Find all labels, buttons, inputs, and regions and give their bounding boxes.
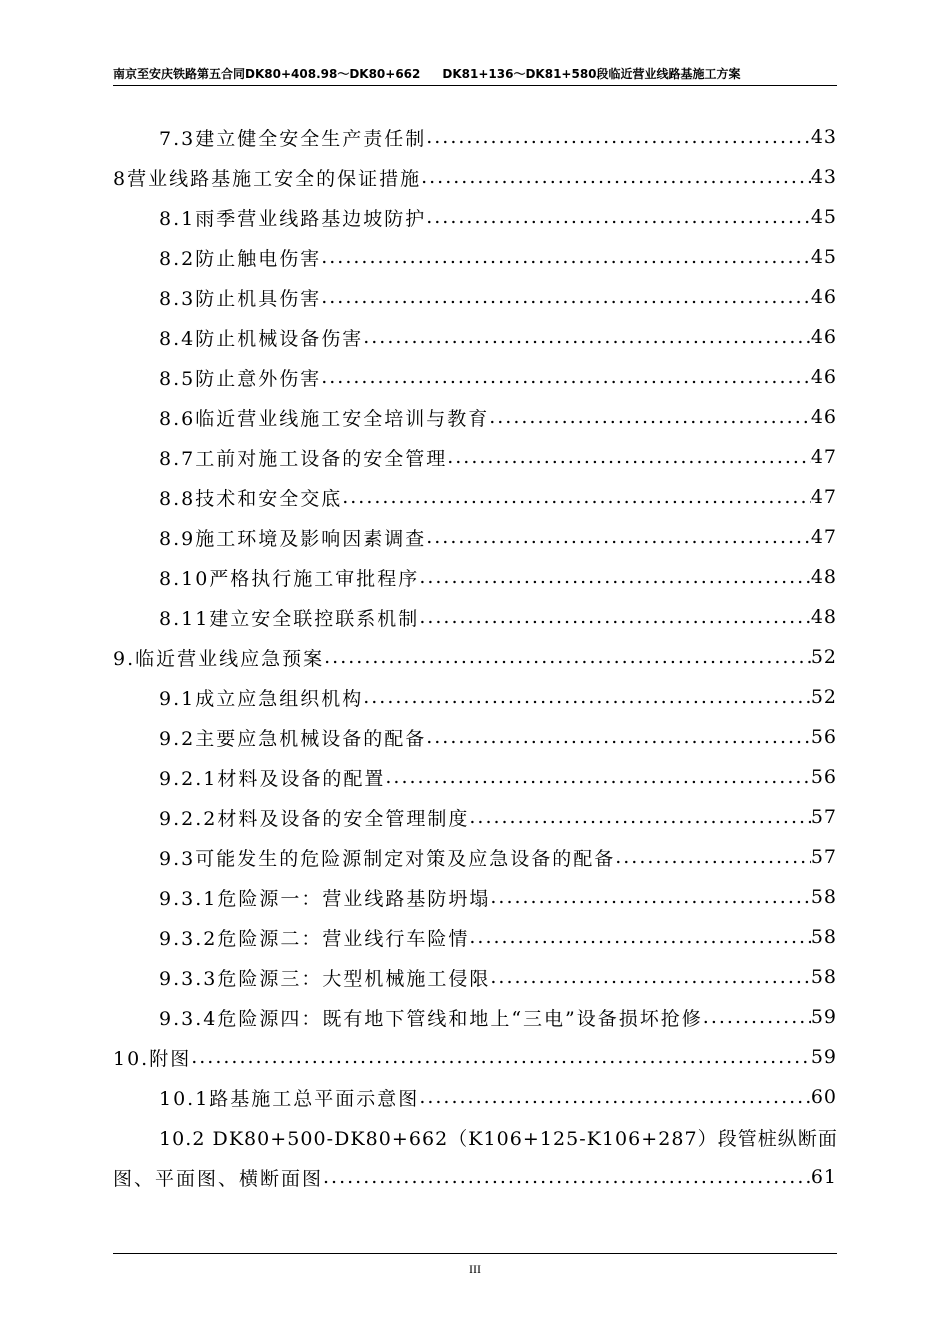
toc-leader-dots <box>324 646 811 668</box>
toc-entry[interactable] <box>113 917 837 957</box>
toc-entry[interactable] <box>113 677 837 717</box>
toc-leader-dots <box>490 966 810 988</box>
toc-entry[interactable] <box>113 197 837 237</box>
toc-entry-title: 8.3防止机具伤害 <box>159 287 322 310</box>
toc-entry[interactable] <box>113 877 837 917</box>
toc-entry-page: 45 <box>810 206 837 228</box>
toc-entry-page: 47 <box>810 526 837 548</box>
toc-leader-dots <box>363 326 811 348</box>
toc-entry-title: 8.5防止意外伤害 <box>159 367 322 390</box>
footer-divider <box>113 1253 837 1254</box>
toc-leader-dots <box>321 286 811 308</box>
toc-entry-page: 58 <box>810 886 837 908</box>
toc-entry-page: 58 <box>810 926 837 948</box>
toc-entry-title: 10.1路基施工总平面示意图 <box>159 1087 420 1110</box>
header-right-text: DK81+136～DK81+580段临近营业线路基施工方案 <box>442 67 741 81</box>
header-divider <box>113 85 837 86</box>
toc-entry[interactable] <box>113 597 837 637</box>
toc-entry[interactable] <box>113 637 837 677</box>
toc-entry-title: 8.11建立安全联控联系机制 <box>159 607 420 630</box>
toc-entry-title: 8.1雨季营业线路基边坡防护 <box>159 207 427 230</box>
toc-leader-dots <box>363 686 811 708</box>
table-of-contents <box>113 117 837 1197</box>
toc-leader-dots <box>385 766 810 788</box>
toc-leader-dots <box>490 886 810 908</box>
toc-entry-page: 48 <box>810 566 837 588</box>
toc-entry[interactable] <box>113 277 837 317</box>
toc-entry-page: 46 <box>810 366 837 388</box>
toc-entry-page: 57 <box>810 806 837 828</box>
toc-entry-page: 46 <box>810 326 837 348</box>
toc-entry-page: 59 <box>810 1006 837 1028</box>
toc-entry-page: 46 <box>810 286 837 308</box>
toc-entry-title: 9.2主要应急机械设备的配备 <box>159 727 427 750</box>
toc-entry-page: 43 <box>810 126 837 148</box>
toc-entry-page: 61 <box>810 1166 837 1188</box>
toc-entry-wrapped-first-line[interactable] <box>113 1117 837 1157</box>
toc-entry-page: 58 <box>810 966 837 988</box>
toc-entry[interactable] <box>113 437 837 477</box>
toc-entry-wrapped-second-line[interactable] <box>113 1157 837 1197</box>
toc-entry[interactable] <box>113 157 837 197</box>
toc-leader-dots <box>426 126 811 148</box>
toc-leader-dots <box>342 486 811 508</box>
toc-leader-dots <box>323 1166 811 1188</box>
toc-entry[interactable] <box>113 557 837 597</box>
toc-entry-title: 8.4防止机械设备伤害 <box>159 327 364 350</box>
page-header <box>113 66 837 82</box>
toc-entry[interactable] <box>113 477 837 517</box>
toc-entry-page: 60 <box>810 1086 837 1108</box>
toc-leader-dots <box>447 446 811 468</box>
toc-entry-title: 9.2.1材料及设备的配置 <box>159 767 386 790</box>
toc-entry-title: 7.3建立健全安全生产责任制 <box>159 127 427 150</box>
toc-leader-dots <box>615 846 811 868</box>
toc-leader-dots <box>419 606 811 628</box>
toc-entry[interactable] <box>113 117 837 157</box>
toc-entry-title: 8营业线路基施工安全的保证措施 <box>113 167 422 190</box>
toc-entry-title: 8.2防止触电伤害 <box>159 247 322 270</box>
toc-entry-page: 47 <box>810 446 837 468</box>
toc-leader-dots <box>426 526 811 548</box>
toc-entry-page: 56 <box>810 726 837 748</box>
toc-entry-title: 9.3可能发生的危险源制定对策及应急设备的配备 <box>159 847 616 870</box>
toc-entry-title: 9.3.3危险源三：大型机械施工侵限 <box>159 967 491 990</box>
toc-entry-page: 46 <box>810 406 837 428</box>
toc-entry-page: 52 <box>810 686 837 708</box>
toc-entry-title: 图、平面图、横断面图 <box>113 1167 324 1190</box>
toc-entry-title: 9.3.2危险源二：营业线行车险情 <box>159 927 470 950</box>
toc-entry-title: 10.2 DK80+500-DK80+662（K106+125-K106+287）段管桩纵断面 <box>159 1127 838 1150</box>
toc-entry[interactable] <box>113 237 837 277</box>
toc-entry-title: 9.3.1危险源一：营业线路基防坍塌 <box>159 887 491 910</box>
toc-entry[interactable] <box>113 517 837 557</box>
toc-leader-dots <box>469 806 810 828</box>
header-left-text: 南京至安庆铁路第五合同DK80+408.98～DK80+662 <box>113 67 421 81</box>
toc-entry-page: 45 <box>810 246 837 268</box>
toc-leader-dots <box>703 1006 811 1028</box>
toc-entry[interactable] <box>113 837 837 877</box>
toc-leader-dots <box>426 726 811 748</box>
toc-leader-dots <box>419 566 811 588</box>
toc-entry[interactable] <box>113 797 837 837</box>
toc-entry-title: 9.1成立应急组织机构 <box>159 687 364 710</box>
page-number: III <box>469 1262 481 1276</box>
toc-entry-title: 8.7工前对施工设备的安全管理 <box>159 447 448 470</box>
toc-leader-dots <box>191 1046 811 1068</box>
toc-entry-title: 8.6临近营业线施工安全培训与教育 <box>159 407 490 430</box>
toc-entry[interactable] <box>113 357 837 397</box>
toc-entry[interactable] <box>113 317 837 357</box>
toc-entry-title: 8.8技术和安全交底 <box>159 487 343 510</box>
toc-entry[interactable] <box>113 1077 837 1117</box>
toc-entry-page: 47 <box>810 486 837 508</box>
toc-entry[interactable] <box>113 717 837 757</box>
toc-leader-dots <box>419 1086 811 1108</box>
toc-entry[interactable] <box>113 997 837 1037</box>
toc-entry[interactable] <box>113 957 837 997</box>
toc-entry-page: 56 <box>810 766 837 788</box>
toc-leader-dots <box>321 246 811 268</box>
toc-entry[interactable] <box>113 1037 837 1077</box>
toc-leader-dots <box>469 926 810 948</box>
toc-entry-title: 9.3.4危险源四：既有地下管线和地上“三电”设备损坏抢修 <box>159 1007 703 1030</box>
toc-leader-dots <box>426 206 811 228</box>
toc-entry-page: 43 <box>810 166 837 188</box>
toc-entry-title: 10.附图 <box>113 1047 192 1070</box>
toc-leader-dots <box>421 166 811 188</box>
toc-entry-title: 9.临近营业线应急预案 <box>113 647 325 670</box>
toc-entry-page: 57 <box>810 846 837 868</box>
toc-entry[interactable] <box>113 397 837 437</box>
toc-entry-title: 8.10严格执行施工审批程序 <box>159 567 420 590</box>
toc-entry-page: 48 <box>810 606 837 628</box>
toc-entry-title: 9.2.2材料及设备的安全管理制度 <box>159 807 470 830</box>
toc-leader-dots <box>321 366 811 388</box>
toc-entry-title: 8.9施工环境及影响因素调查 <box>159 527 427 550</box>
toc-entry-page: 59 <box>810 1046 837 1068</box>
toc-leader-dots <box>489 406 811 428</box>
toc-entry[interactable] <box>113 757 837 797</box>
toc-entry-page: 52 <box>810 646 837 668</box>
